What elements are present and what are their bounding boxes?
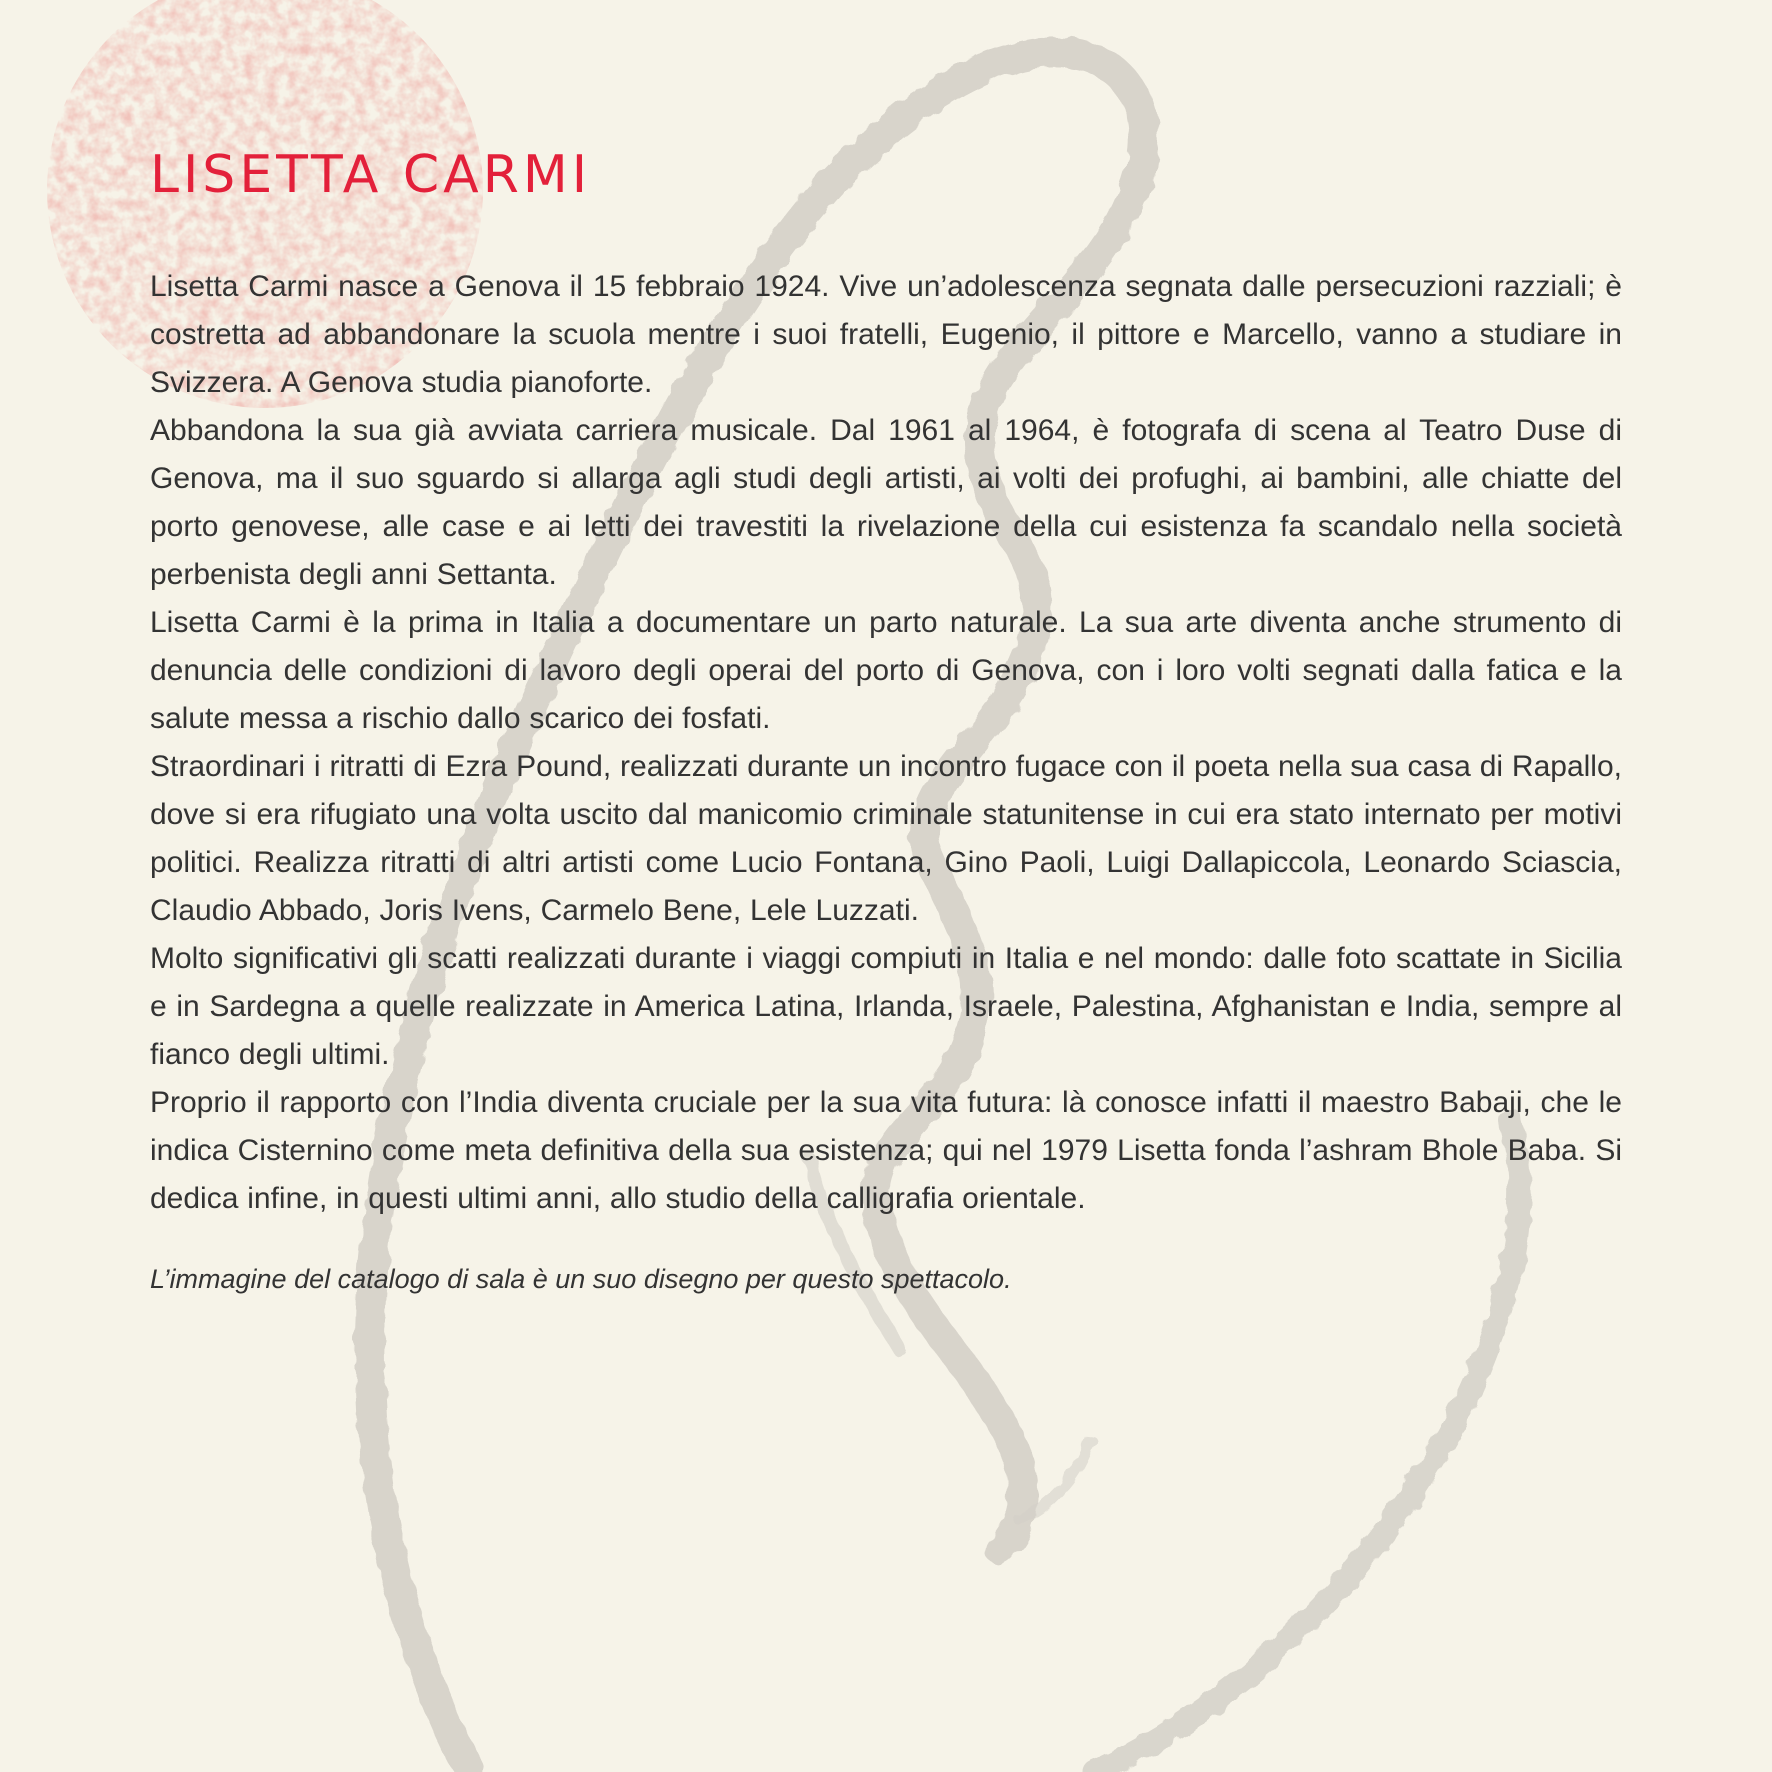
biography-section — [150, 145, 1622, 1299]
image-caption: L’immagine del catalogo di sala è un suo disegno per questo spettacolo. — [150, 1264, 1012, 1294]
biography-paragraph: Proprio il rapporto con l’India diventa cruciale per la sua vita futura: là conosce infatti il maestro Babaji, che le indica Cisternino come meta definitiva della sua esistenza; qui nel 1979 Lisetta fonda l’ashram Bhole Baba. Si dedica infine, in questi ultimi anni, allo studio della calligrafia orientale. — [150, 1086, 1622, 1215]
biography-text — [150, 263, 1622, 1223]
biography-paragraph: Lisetta Carmi è la prima in Italia a documentare un parto naturale. La sua arte diventa anche strumento di denuncia delle condizioni di lavoro degli operai del porto di Genova, con i loro volti segnati dalla fatica e la salute messa a rischio dallo scarico dei fosfati. — [150, 606, 1622, 735]
biography-paragraph: Molto significativi gli scatti realizzati durante i viaggi compiuti in Italia e nel mondo: dalle foto scattate in Sicilia e in Sardegna a quelle realizzate in America Latina, Irlanda, Israele, Palestina, Afghanistan e India, sempre al fianco degli ultimi. — [150, 942, 1622, 1071]
biography-paragraph: Abbandona la sua già avviata carriera musicale. Dal 1961 al 1964, è fotografa di scena al Teatro Duse di Genova, ma il suo sguardo si allarga agli studi degli artisti, ai volti dei profughi, ai bambini, alle chiatte del porto genovese, alle case e ai letti dei travestiti la rivelazione della cui esistenza fa scandalo nella società perbenista degli anni Settanta. — [150, 414, 1622, 591]
biography-paragraph: Lisetta Carmi nasce a Genova il 15 febbraio 1924. Vive un’adolescenza segnata dalle persecuzioni razziali; è costretta ad abbandonare la scuola mentre i suoi fratelli, Eugenio, il pittore e Marcello, vanno a studiare in Svizzera. A Genova studia pianoforte. — [150, 270, 1622, 399]
page-title: LISETTA CARMI — [150, 145, 592, 205]
biography-paragraph: Straordinari i ritratti di Ezra Pound, realizzati durante un incontro fugace con il poeta nella sua casa di Rapallo, dove si era rifugiato una volta uscito dal manicomio criminale statunitense in cui era stato internato per motivi politici. Realizza ritratti di altri artisti come Lucio Fontana, Gino Paoli, Luigi Dallapiccola, Leonardo Sciascia, Claudio Abbado, Joris Ivens, Carmelo Bene, Lele Luzzati. — [150, 750, 1622, 927]
